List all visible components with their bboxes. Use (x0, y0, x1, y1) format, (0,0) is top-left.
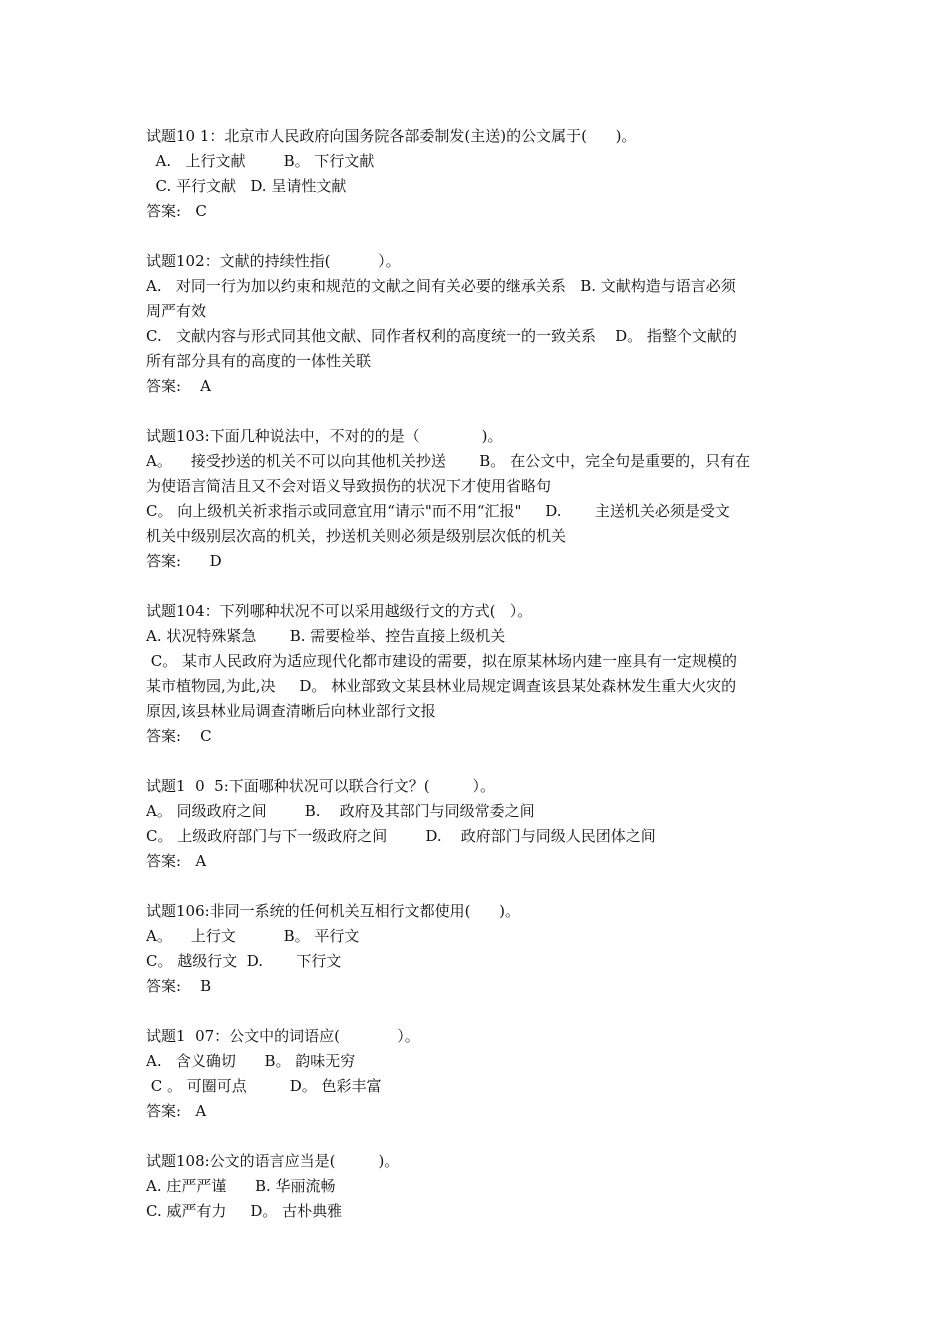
question-line: 答案: C (146, 727, 212, 745)
question-title: 试题102：文献的持续性指( ）。 (146, 252, 401, 270)
question-separator (146, 749, 816, 774)
question-line: A。 上行文 B。 平行文 (146, 927, 360, 945)
question-line: 周严有效 (146, 302, 207, 320)
question-line: 答案: D (146, 552, 222, 570)
question-line: 答案: A (146, 1102, 207, 1120)
question-separator (146, 399, 816, 424)
question-separator (146, 999, 816, 1024)
question-line: 答案: C (146, 202, 207, 220)
question-block (146, 424, 816, 574)
question-title: 试题10 1：北京市人民政府向国务院各部委制发(主送)的公文属于( )。 (146, 127, 637, 145)
question-line: C. 威严有力 D。 古朴典雅 (146, 1202, 343, 1220)
question-line: C。 向上级机关祈求指示或同意宜用“请示"而不用“汇报" D. 主送机关必须是受文 (146, 502, 730, 520)
question-line: 机关中级别层次高的机关，抄送机关则必须是级别层次低的机关 (146, 527, 567, 545)
question-block (146, 774, 816, 874)
question-block (146, 249, 816, 399)
question-title: 试题103:下面几种说法中，不对的的是（ )。 (146, 427, 503, 445)
question-line: A. 对同一行为加以约束和规范的文献之间有关必要的继承关系 B. 文献构造与语言必须 (146, 277, 736, 295)
question-line: C。 上级政府部门与下一级政府之间 D. 政府部门与同级人民团体之间 (146, 827, 656, 845)
question-block (146, 124, 816, 224)
question-title: 试题106:非同一系统的任何机关互相行文都使用( )。 (146, 902, 520, 920)
question-line: 所有部分具有的高度的一体性关联 (146, 352, 372, 370)
question-block (146, 899, 816, 999)
question-line: C. 平行文献 D. 呈请性文献 (146, 177, 347, 195)
question-separator (146, 224, 816, 249)
question-line: A. 含义确切 B。 韵味无穷 (146, 1052, 356, 1070)
question-separator (146, 1124, 816, 1149)
question-line: A. 上行文献 B。 下行文献 (146, 152, 375, 170)
question-line: C。 某市人民政府为适应现代化都市建设的需要，拟在原某林场内建一座具有一定规模的 (146, 652, 738, 670)
question-line: 答案: B (146, 977, 212, 995)
question-line: 答案: A (146, 377, 211, 395)
question-line: A。 同级政府之间 B. 政府及其部门与同级常委之间 (146, 802, 535, 820)
question-list (146, 124, 816, 1224)
question-block (146, 1149, 816, 1224)
question-separator (146, 574, 816, 599)
question-title: 试题104：下列哪种状况不可以采用越级行文的方式( ）。 (146, 602, 533, 620)
question-line: C。 越级行文 D. 下行文 (146, 952, 342, 970)
question-line: C. 文献内容与形式同其他文献、同作者权利的高度统一的一致关系 D。 指整个文献的 (146, 327, 737, 345)
question-separator (146, 874, 816, 899)
question-line: A. 状况特殊紧急 B. 需要检举、控告直接上级机关 (146, 627, 506, 645)
question-block (146, 1024, 816, 1124)
question-line: A。 接受抄送的机关不可以向其他机关抄送 B。 在公文中，完全句是重要的，只有在 (146, 452, 751, 470)
question-title: 试题1 0 5:下面哪种状况可以联合行文？( ）。 (146, 777, 496, 795)
question-title: 试题1 07：公文中的词语应( ）。 (146, 1027, 420, 1045)
question-title: 试题108:公文的语言应当是( )。 (146, 1152, 400, 1170)
question-block (146, 599, 816, 749)
question-line: 某市植物园,为此,决 D。 林业部致文某县林业局规定调查该县某处森林发生重大火灾的 (146, 677, 737, 695)
question-line: 原因,该县林业局调查清晰后向林业部行文报 (146, 702, 436, 720)
question-line: 答案: A (146, 852, 207, 870)
question-line: 为使语言简洁且又不会对语义导致损伤的状况下才使用省略句 (146, 477, 552, 495)
question-line: A. 庄严严谨 B. 华丽流畅 (146, 1177, 336, 1195)
question-line: C 。 可圈可点 D。 色彩丰富 (146, 1077, 382, 1095)
